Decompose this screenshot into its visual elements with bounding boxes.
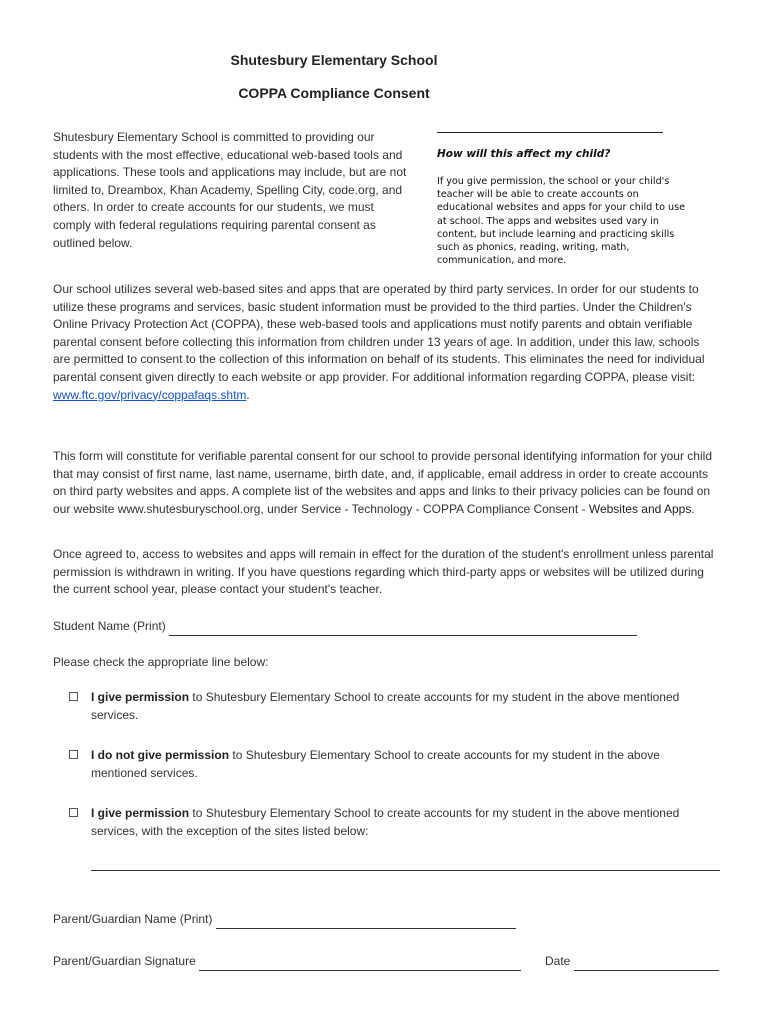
option-deny-permission-checkbox[interactable]	[69, 750, 78, 759]
sidebar-rule	[437, 132, 663, 133]
option-partial-permission-checkbox[interactable]	[69, 808, 78, 817]
option-give-permission-bold: I give permission	[91, 690, 190, 704]
option-give-permission-text: to Shutesbury Elementary School to create accounts for my student in the above mentioned services.	[91, 690, 680, 722]
intro-paragraph: Shutesbury Elementary School is committed to providing our students with the most effective, educational web-based tools and applications. These tools and applications may include, but are not limited to, Dreambox, Khan Academy, Spelling City, code.org, and others. In order to create accounts for our students, we must comply with federal regulations requiring parental consent as outlined below.	[53, 130, 407, 250]
coppa-explanation-paragraph	[53, 281, 719, 404]
excluded-sites-field[interactable]	[91, 858, 720, 871]
student-name-field[interactable]	[169, 621, 637, 636]
signature-label: Parent/Guardian Signature	[53, 954, 196, 968]
guardian-name-field[interactable]	[216, 914, 516, 929]
student-name-label: Student Name (Print)	[53, 619, 166, 633]
date-label: Date	[545, 954, 571, 968]
websites-and-apps-label: Websites and Apps	[588, 501, 692, 516]
option-partial-permission-text: to Shutesbury Elementary School to create accounts for my student in the above mentioned services, with the exception of the sites listed below:	[91, 806, 680, 838]
ftc-coppa-link[interactable]: www.ftc.gov/privacy/coppafaqs.shtm	[53, 387, 247, 402]
coppa-explanation-text: Our school utilizes several web-based sites and apps that are operated by third party services. In order for our students to utilize these programs and services, basic student information must be provided to the third parties. Under the Children's Online Privacy Protection Act (COPPA), these web-based tools and applications must notify parents and obtain verifiable parental consent before collecting this information from children under 13 years of age. In addition, under this law, schools are permitted to consent to the collection of this information on behalf of its students. This eliminates the need for individual parental consent given directly to each website or app provider. For additional information regarding COPPA, please visit:	[53, 282, 705, 384]
check-instruction: Please check the appropriate line below:	[53, 655, 269, 669]
option-give-permission	[91, 688, 721, 724]
signature-field[interactable]	[199, 956, 521, 971]
signature-row	[53, 953, 521, 971]
consent-form-paragraph	[53, 448, 719, 518]
form-title: COPPA Compliance Consent	[238, 85, 430, 101]
option-partial-permission	[91, 804, 721, 840]
link-suffix: .	[246, 387, 250, 402]
date-field[interactable]	[574, 956, 719, 971]
paragraph2-end: .	[691, 501, 695, 516]
date-row	[545, 953, 719, 971]
option-give-permission-checkbox[interactable]	[69, 692, 78, 701]
sidebar-answer: If you give permission, the school or your child's teacher will be able to create accounts on educational websites and apps for your child to use at school. The apps and websites used vary in content, but include learning and practicing skills such as phonics, reading, writing, math, communication, and more.	[437, 176, 685, 267]
school-name: Shutesbury Elementary School	[230, 52, 438, 68]
sidebar-question: How will this affect my child?	[437, 148, 611, 160]
option-deny-permission	[91, 746, 701, 782]
duration-paragraph: Once agreed to, access to websites and apps will remain in effect for the duration of the student's enrollment unless parental permission is withdrawn in writing. If you have questions regarding which third-party apps or websites will be utilized during the current school year, please contact your student's teacher.	[53, 547, 714, 597]
student-name-row	[53, 618, 673, 636]
option-partial-permission-bold: I give permission	[91, 806, 190, 820]
option-deny-permission-text: to Shutesbury Elementary School to create accounts for my student in the above mentioned services.	[91, 748, 660, 780]
option-deny-permission-bold: I do not give permission	[91, 748, 230, 762]
guardian-name-row	[53, 911, 516, 929]
consent-form-text: This form will constitute for verifiable parental consent for our school to provide personal identifying information for your child that may consist of first name, last name, username, birth date, and, if applicable, email address in order to create accounts on third party websites and apps. A complete list of the websites and apps and links to their privacy policies can be found on our website www.shutesburyschool.org, under Service - Technology - COPPA Compliance Consent -	[53, 449, 712, 516]
guardian-name-label: Parent/Guardian Name (Print)	[53, 912, 213, 926]
